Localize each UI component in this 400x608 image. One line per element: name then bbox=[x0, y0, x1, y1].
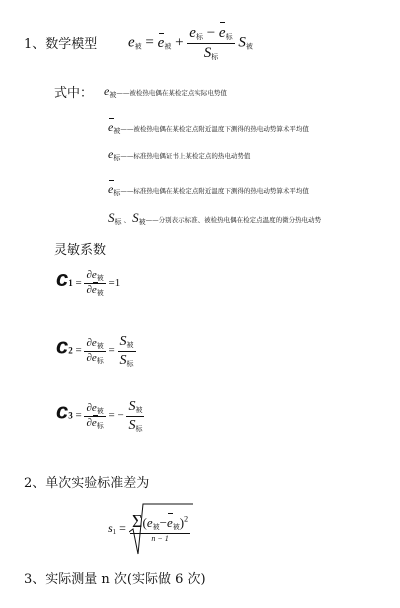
main-formula-fraction: $\frac{e_标 - e_标}{S_标}$ bbox=[189, 25, 233, 61]
main-formula: $e_被 = e_被$ + $\frac{e_标 - e_标}{S_标}$ $S_被$ bbox=[128, 25, 253, 61]
c3-formula: c3 = $\frac{\partial e_被}{\partial e_标}$ = − $\frac{S_被}{S_标}$ bbox=[56, 398, 143, 433]
legend-prefix: 式中： bbox=[54, 86, 94, 101]
std-dev-radicand: $\frac{\Sigma(e_被-e_被)^2}{n - 1}$ bbox=[132, 511, 189, 543]
legend-item-4: e标——标准热电偶在某检定点附近温度下测得的热电动势算术平均值 bbox=[108, 182, 309, 197]
section-1-heading: 1、数学模型 bbox=[24, 37, 98, 52]
legend-item-3: e标——标准热电偶证书上某检定点的热电动势值 bbox=[108, 147, 251, 162]
sensitivity-heading: 灵敏系数 bbox=[54, 243, 107, 258]
legend-item-2: e被——被检热电偶在某检定点附近温度下测得的热电动势算术平均值 bbox=[108, 120, 309, 135]
c2-formula: c2 = $\frac{\partial e_被}{\partial e_标}$ = $\frac{S_被}{S_标}$ bbox=[56, 333, 134, 368]
legend-item-1: e被——被检热电偶在某检定点实际电势值 bbox=[104, 84, 227, 99]
section-2-heading: 2、单次实验标准差为 bbox=[24, 476, 150, 491]
section-3-heading: 3、实际测量 n 次(实际做 6 次) bbox=[24, 572, 206, 587]
std-dev-formula: $s_1$ = bbox=[108, 502, 193, 556]
legend-item-5: S标 、 S被——分别表示标准、被检热电偶在检定点温度的微分热电动势 bbox=[108, 210, 322, 226]
c1-formula: c1 = $\frac{\partial e_被}{\partial e_被}$ =1 bbox=[56, 266, 121, 297]
